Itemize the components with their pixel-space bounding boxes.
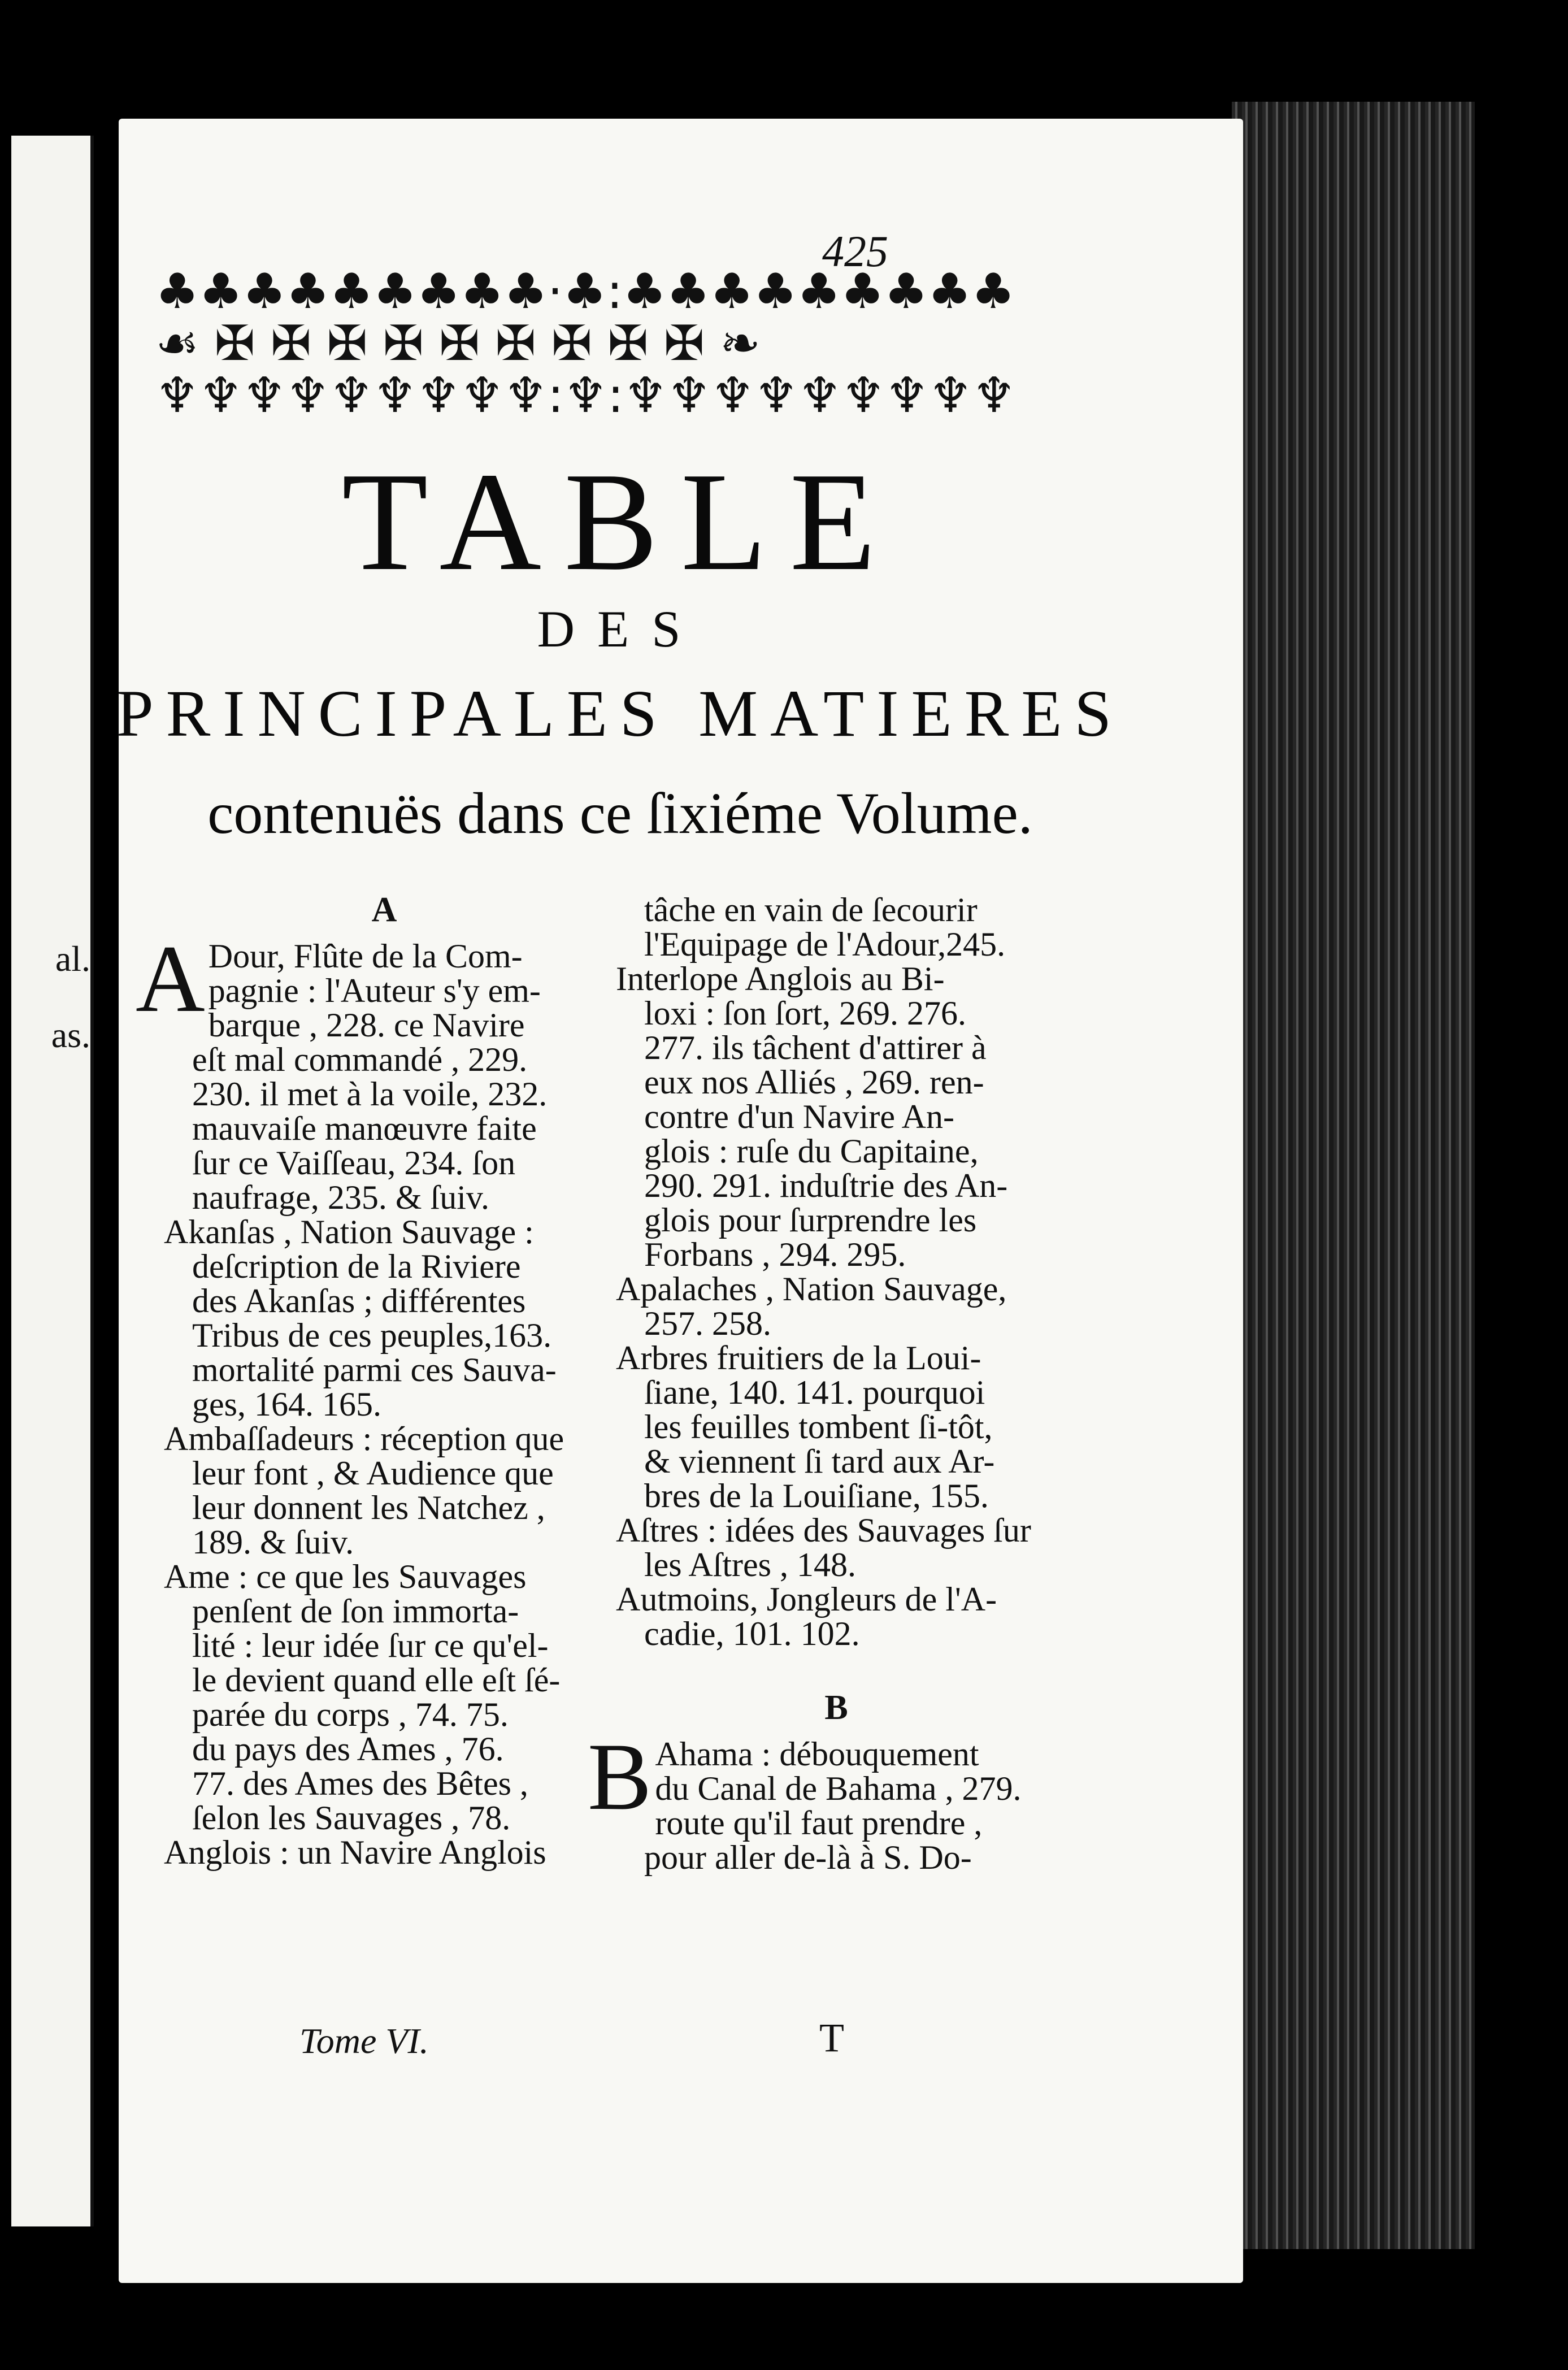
right-entry-b-line: pour aller de-là à S. Do- <box>644 1839 972 1876</box>
left-entry-line: Anglois : un Navire Anglois <box>164 1834 546 1871</box>
left-entry-line: penſent de ſon immorta- <box>192 1592 519 1630</box>
decorative-ornament-band <box>155 263 1048 424</box>
page-title: TABLE <box>341 444 899 600</box>
right-entry-line: Apalaches , Nation Sauvage, <box>616 1270 1007 1308</box>
left-column-entries <box>136 926 605 1871</box>
index-column-right <box>588 891 1057 1876</box>
page-number: 425 <box>822 227 888 276</box>
left-entry-line: le devient quand elle eſt ſé- <box>192 1661 561 1699</box>
left-entry-line: naufrage, 235. & ſuiv. <box>192 1179 489 1216</box>
right-entry-line: & viennent ſi tard aux Ar- <box>644 1443 995 1480</box>
left-entry-line: 77. des Ames des Bêtes , <box>192 1765 528 1802</box>
left-entry-line: pagnie : l'Auteur s'y em- <box>208 972 541 1009</box>
section-letter-b: B <box>824 1688 848 1727</box>
left-entry-line: Dour, Flûte de la Com- <box>208 937 523 975</box>
right-entry-line: 257. 258. <box>644 1305 771 1342</box>
right-entry-line: 277. ils tâchent d'attirer à <box>644 1029 987 1066</box>
left-entry-line: parée du corps , 74. 75. <box>192 1696 509 1733</box>
left-entry-line: du pays des Ames , 76. <box>192 1730 504 1768</box>
left-entry-line: mauvaiſe manœuvre faite <box>192 1110 537 1147</box>
right-entry-line: Interlope Anglois au Bi- <box>616 960 945 997</box>
left-entry-line: des Akanſas ; différentes <box>192 1282 526 1319</box>
footer-signature-mark: T <box>819 2015 844 2060</box>
right-column-entries-a <box>616 893 1057 1651</box>
left-entry-line: Ame : ce que les Sauvages <box>164 1558 527 1595</box>
right-entry-b-line: du Canal de Bahama , 279. <box>655 1770 1022 1807</box>
left-entry-line: 230. il met à la voile, 232. <box>192 1075 548 1113</box>
left-entry-line: Tribus de ces peuples,163. <box>192 1317 552 1354</box>
left-entry-line: deſcription de la Riviere <box>192 1248 521 1285</box>
ornament-row-top: ♣♣♣♣♣♣♣♣♣·♣:♣♣♣♣♣♣♣♣♣ <box>155 263 1015 320</box>
right-entry-line: cadie, 101. 102. <box>644 1615 860 1652</box>
left-entry-line: leur font , & Audience que <box>192 1455 554 1492</box>
ornament-row-bottom: ♆♆♆♆♆♆♆♆♆:♆:♆♆♆♆♆♆♆♆♆ <box>155 367 1016 424</box>
left-entry-line: ſelon les Sauvages , 78. <box>192 1799 511 1837</box>
right-entry-line: glois pour ſurprendre les <box>644 1201 977 1239</box>
right-entry-line: ſiane, 140. 141. pourquoi <box>644 1374 985 1411</box>
title-subtitle: contenuës dans ce ſixiéme Volume. <box>207 781 1033 846</box>
left-entry-line: mortalité parmi ces Sauva- <box>192 1351 557 1388</box>
left-entry-line: lité : leur idée ſur ce qu'el- <box>192 1627 549 1664</box>
right-entry-line: contre d'un Navire An- <box>644 1098 954 1135</box>
left-entry-line: Ambaſſadeurs : réception que <box>164 1420 564 1457</box>
right-entry-line: les Aſtres , 148. <box>644 1546 856 1583</box>
left-entry-line: Akanſas , Nation Sauvage : <box>164 1213 534 1251</box>
title-des: DES <box>537 600 703 658</box>
section-letter-a: A <box>371 891 397 929</box>
right-entry-line: Forbans , 294. 295. <box>644 1236 906 1273</box>
left-entry-line: leur donnent les Natchez , <box>192 1489 545 1526</box>
right-entry-line: loxi : ſon ſort, 269. 276. <box>644 995 966 1032</box>
book-page-edges <box>1232 102 1475 2249</box>
left-fragment-line-1: al. <box>55 939 90 979</box>
right-entry-line: 290. 291. induſtrie des An- <box>644 1167 1008 1204</box>
right-entry-line: Autmoins, Jongleurs de l'A- <box>616 1581 997 1618</box>
right-entry-line: eux nos Alliés , 269. ren- <box>644 1064 984 1101</box>
footer-tome: Tome VI. <box>299 2021 429 2061</box>
right-entry-line: tâche en vain de ſecourir <box>644 891 978 928</box>
right-entry-line: l'Equipage de l'Adour,245. <box>644 926 1006 963</box>
right-column-entries-b <box>588 1724 1057 1876</box>
left-entry-line: ges, 164. 165. <box>192 1386 381 1423</box>
right-entry-b-line: Ahama : débouquement <box>655 1735 979 1773</box>
right-entry-line: les feuilles tombent ſi-tôt, <box>644 1408 993 1446</box>
left-entry-drop-initial: A <box>136 926 205 1032</box>
right-entry-line: bres de la Louiſiane, 155. <box>644 1477 989 1514</box>
title-principales-matieres: PRINCIPALES MATIERES <box>116 676 1124 750</box>
right-entry-b-drop-initial: B <box>588 1724 652 1830</box>
right-entry-line: glois : ruſe du Capitaine, <box>644 1132 979 1170</box>
left-fragment-line-2: as. <box>51 1015 90 1055</box>
ornament-row-middle: ☙ ✠ ✠ ✠ ✠ ✠ ✠ ✠ ✠ ✠ ❧ <box>155 315 761 372</box>
left-entry-line: eſt mal commandé , 229. <box>192 1041 528 1078</box>
right-entry-line: Aſtres : idées des Sauvages ſur <box>616 1512 1031 1549</box>
left-entry-line: barque , 228. ce Navire <box>208 1006 525 1044</box>
left-entry-line: 189. & ſuiv. <box>192 1523 354 1561</box>
right-entry-b-line: route qu'il faut prendre , <box>655 1804 983 1842</box>
index-column-left <box>136 891 605 1871</box>
left-entry-line: ſur ce Vaiſſeau, 234. ſon <box>192 1144 516 1182</box>
right-entry-line: Arbres fruitiers de la Loui- <box>616 1339 981 1377</box>
